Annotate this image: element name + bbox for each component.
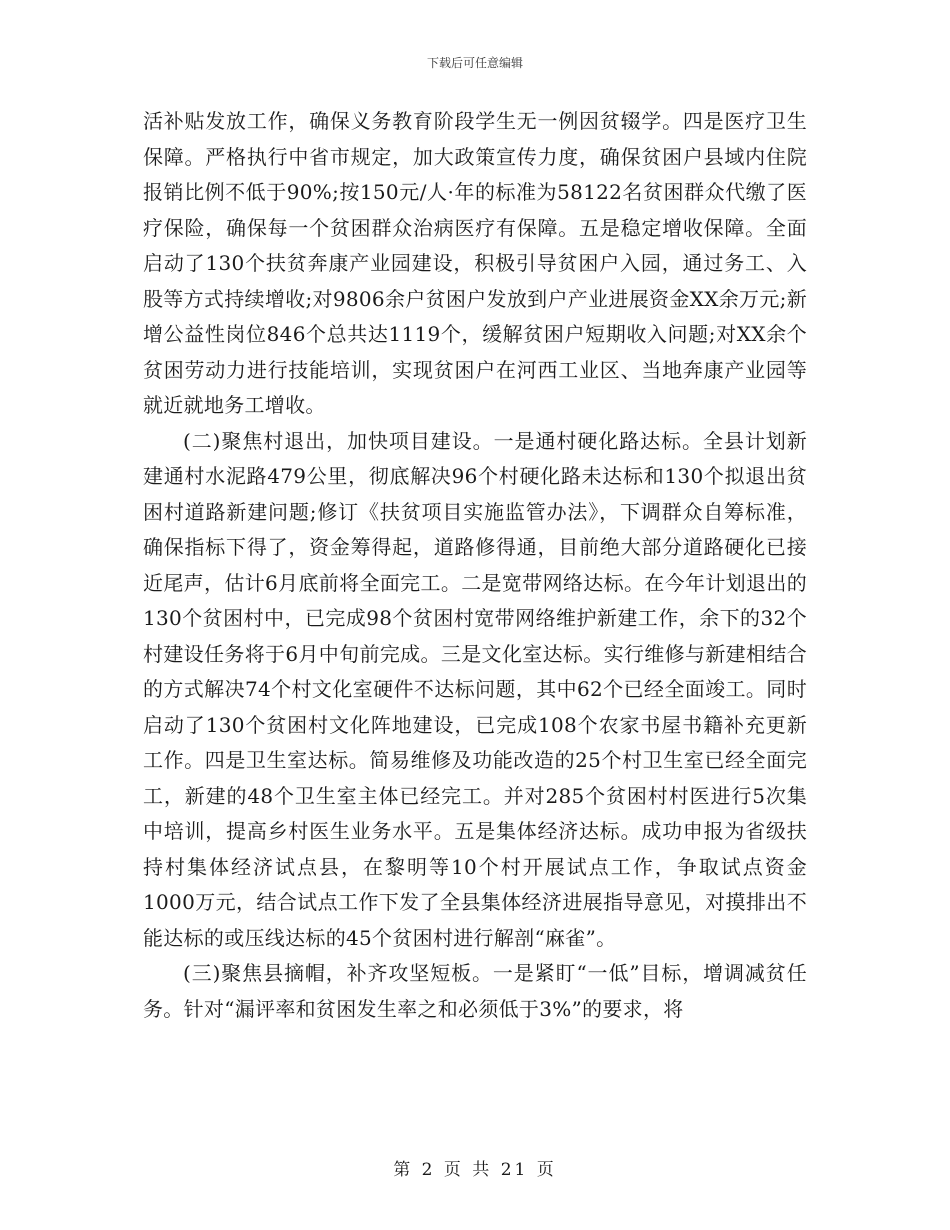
page-header: 下载后可任意编辑 <box>426 56 523 70</box>
page-number: 第 2 页 共 21 页 <box>393 1160 557 1180</box>
paragraph-1: 活补贴发放工作，确保义务教育阶段学生无一例因贫辍学。四是医疗卫生保障。严格执行中省市规定，加大政策宣传力度，确保贫困户县域内住院报销比例不低于90%;按150元/人·年的标准为58122名贫困群众代缴了医疗保险，确保每一个贫困群众治病医疗有保障。五是稳定增收保障。全面启动了130个扶贫奔康产业园建设，积极引导贫困户入园，通过务工、入股等方式持续增收;对9806余户贫困户发放到户产业进展资金XX余万元;新增公益性岗位846个总共达1119个，缓解贫困户短期收入问题;对XX余个贫困劳动力进行技能培训，实现贫困户在河西工业区、当地奔康产业园等就近就地务工增收。 <box>143 109 807 417</box>
paragraph-2: (二)聚焦村退出，加快项目建设。一是通村硬化路达标。全县计划新建通村水泥路479公里，彻底解决96个村硬化路未达标和130个拟退出贫困村道路新建问题;修订《扶贫项目实施监管办法》，下调群众自筹标准，确保指标下得了，资金筹得起，道路修得通，目前绝大部分道路硬化已接近尾声，估计6月底前将全面完工。二是宽带网络达标。在今年计划退出的130个贫困村中，已完成98个贫困村宽带网络维护新建工作，余下的32个村建设任务将于6月中旬前完成。三是文化室达标。实行维修与新建相结合的方式解决74个村文化室硬件不达标问题，其中62个已经全面竣工。同时启动了130个贫困村文化阵地建设，已完成108个农家书屋书籍补充更新工作。四是卫生室达标。简易维修及功能改造的25个村卫生室已经全面完工，新建的48个卫生室主体已经完工。并对285个贫困村村医进行5次集中培训，提高乡村医生业务水平。五是集体经济达标。成功申报为省级扶持村集体经济试点县，在黎明等10个村开展试点工作，争取试点资金1000万元，结合试点工作下发了全县集体经济进展指导意见，对摸排出不能达标的或压线达标的45个贫困村进行解剖“麻雀”。 <box>143 428 807 950</box>
paragraph-3: (三)聚焦县摘帽，补齐攻坚短板。一是紧盯“一低”目标，增调减贫任务。针对“漏评率和贫困发生率之和必须低于3%”的要求，将 <box>143 961 807 1021</box>
document-body <box>143 104 807 1027</box>
